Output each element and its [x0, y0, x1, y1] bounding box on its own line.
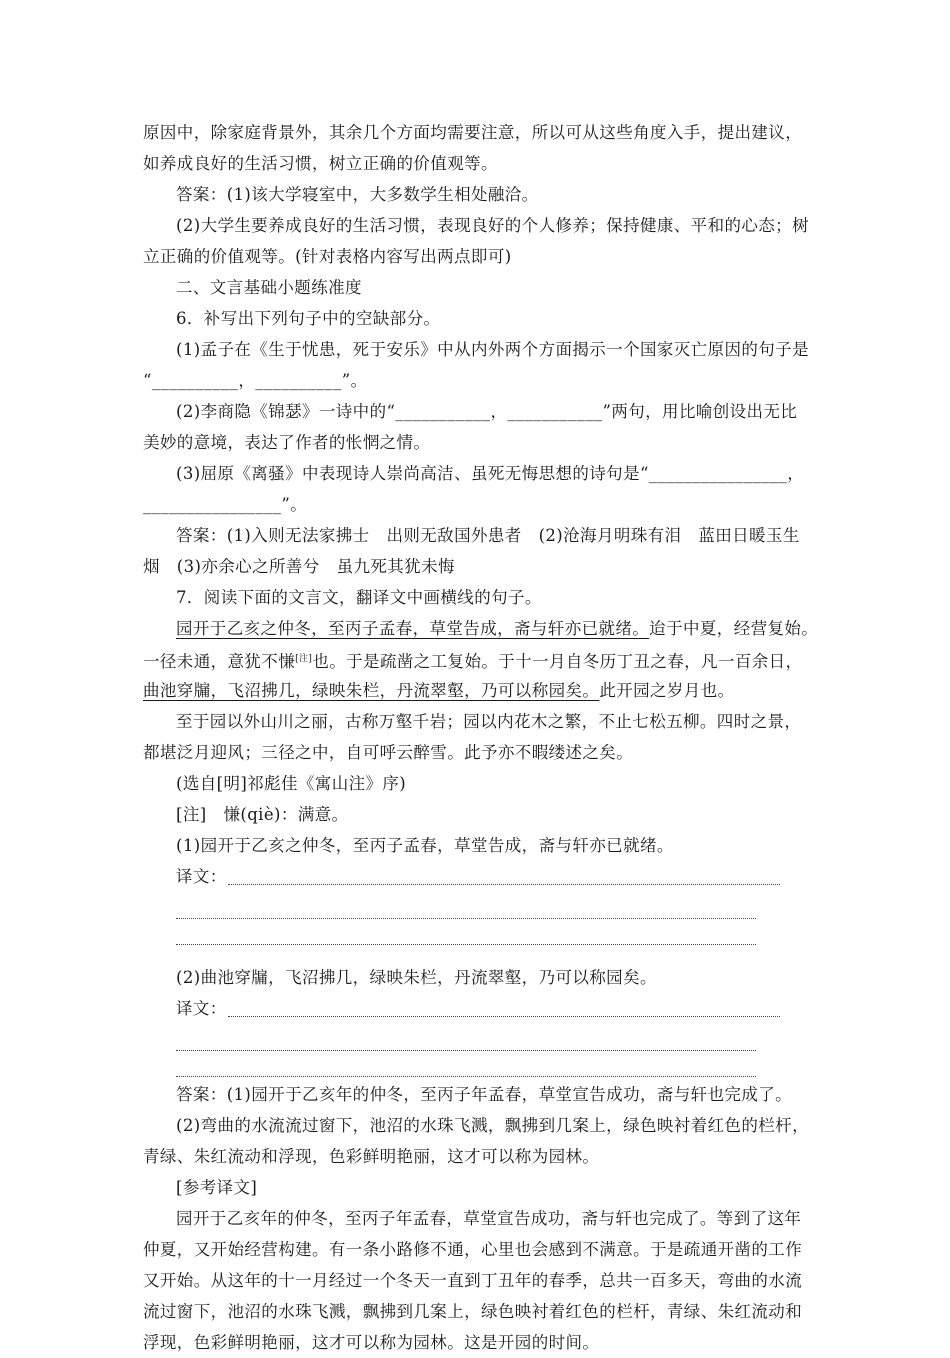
- question-6-answer-line-1: 答案：(1)入则无法家拂士 出则无敌国外患者 (2)沧海月明珠有泪 蓝田日暖玉生: [176, 526, 800, 545]
- answer-blank-line[interactable]: [228, 884, 780, 885]
- translate-item-2: (2)曲池穿牖，飞沼拂几，绿映朱栏，丹流翠壑，乃可以称园矣。: [176, 968, 657, 987]
- passage-line-2: [143, 644, 813, 677]
- intro-line-2: 如养成良好的生活习惯，树立正确的价值观等。: [143, 154, 498, 173]
- answer-blank-line[interactable]: [176, 1050, 756, 1051]
- reference-line-1: 园开于乙亥年的仲冬，至丙子年孟春，草堂宣告成功，斋与轩也完成了。等到了这年: [176, 1209, 802, 1228]
- answer-blank-line[interactable]: [176, 1076, 756, 1077]
- answer-blank-line[interactable]: [228, 1016, 780, 1017]
- reference-line-4: 流过窗下，池沼的水珠飞溅，飘拂到几案上，绿色映衬着红色的栏杆，青绿、朱红流动和: [143, 1302, 803, 1321]
- question-6-answer-line-2: 烟 (3)亦余心之所善兮 虽九死其犹未悔: [143, 557, 455, 576]
- question-6-title: 6．补写出下列句子中的空缺部分。: [176, 309, 441, 328]
- question-6-item-3-line-1: (3)屈原《离骚》中表现诗人崇尚高洁、虽死无悔思想的诗句是“________________，: [176, 464, 805, 483]
- question-6-item-2-line-2: 美妙的意境，表达了作者的怅惘之情。: [143, 433, 431, 452]
- question-7-answer-1: 答案：(1)园开于乙亥年的仲冬，至丙子年孟春，草堂宣告成功，斋与轩也完成了。: [176, 1085, 793, 1104]
- translate-label-1: 译文：: [176, 867, 227, 886]
- passage-line-3: [143, 675, 813, 706]
- answer-5-part-2-line-1: (2)大学生要养成良好的生活习惯，表现良好的个人修养；保持健康、平和的心态；树: [176, 216, 809, 235]
- translate-label-2: 译文：: [176, 999, 227, 1018]
- answer-5-part-1: 答案：(1)该大学寝室中，大多数学生相处融洽。: [176, 185, 539, 204]
- answer-blank-line[interactable]: [176, 918, 756, 919]
- section-heading: 二、文言基础小题练准度: [176, 278, 362, 297]
- passage-text: 一径未通，意犹不慊: [143, 652, 296, 671]
- question-7-answer-2-line-2: 青绿、朱红流动和浮现，色彩鲜明艳丽，这才可以称为园林。: [143, 1147, 600, 1166]
- reference-line-2: 仲夏，又开始经营构建。有一条小路修不通，心里也会感到不满意。于是疏通开凿的工作: [143, 1240, 803, 1259]
- translate-item-1: (1)园开于乙亥之仲冬，至丙子孟春，草堂告成，斋与轩亦已就绪。: [176, 836, 674, 855]
- passage-line-5: 都堪泛月迎风；三径之中，自可呼云醉雪。此予亦不暇缕述之矣。: [143, 743, 634, 762]
- passage-text: 此开园之岁月也。: [599, 681, 735, 700]
- question-6-item-1-line-2: “__________，__________”。: [143, 371, 368, 390]
- intro-line-1: 原因中，除家庭背景外，其余几个方面均需要注意，所以可从这些角度入手，提出建议，: [143, 123, 803, 142]
- underlined-sentence-1: 园开于乙亥之仲冬，至丙子孟春，草堂告成，斋与轩亦已就绪。: [176, 619, 650, 638]
- question-7-title: 7．阅读下面的文言文，翻译文中画横线的句子。: [176, 588, 542, 607]
- note-marker: [注]: [295, 654, 313, 664]
- question-6-item-1-line-1: (1)孟子在《生于忧患，死于安乐》中从内外两个方面揭示一个国家灭亡原因的句子是: [176, 340, 809, 359]
- answer-blank-line[interactable]: [176, 944, 756, 945]
- passage-text: 迨于中夏，经营复始。: [649, 619, 819, 638]
- question-6-item-3-line-2: ________________”。: [143, 495, 308, 514]
- passage-note: [注] 慊(qiè)：满意。: [176, 805, 349, 824]
- passage-line-4: 至于园以外山川之丽，古称万壑千岩；园以内花木之繁，不止七松五柳。四时之景，: [176, 712, 802, 731]
- question-7-answer-2-line-1: (2)弯曲的水流流过窗下，池沼的水珠飞溅，飘拂到几案上，绿色映衬着红色的栏杆，: [176, 1116, 809, 1135]
- passage-line-1: [143, 613, 819, 644]
- underlined-sentence-2: 曲池穿牖，飞沼拂几，绿映朱栏，丹流翠壑，乃可以称园矣。: [143, 681, 600, 700]
- passage-text: 也。于是疏凿之工复始。于十一月自冬历丁丑之春，凡一百余日，: [312, 652, 803, 671]
- reference-line-3: 又开始。从这年的十一月经过一个冬天一直到丁丑年的春季，总共一百多天，弯曲的水流: [143, 1271, 803, 1290]
- answer-5-part-2-line-2: 立正确的价值观等。(针对表格内容写出两点即可): [143, 247, 512, 266]
- reference-line-5: 浮现，色彩鲜明艳丽，这才可以称为园林。这是开园的时间。: [143, 1333, 600, 1352]
- question-6-item-2-line-1: (2)李商隐《锦瑟》一诗中的“___________，___________”两句，用比喻创设出无比: [176, 402, 798, 421]
- passage-source: (选自[明]祁彪佳《寓山注》序): [176, 774, 407, 793]
- reference-heading: [参考译文]: [176, 1178, 258, 1197]
